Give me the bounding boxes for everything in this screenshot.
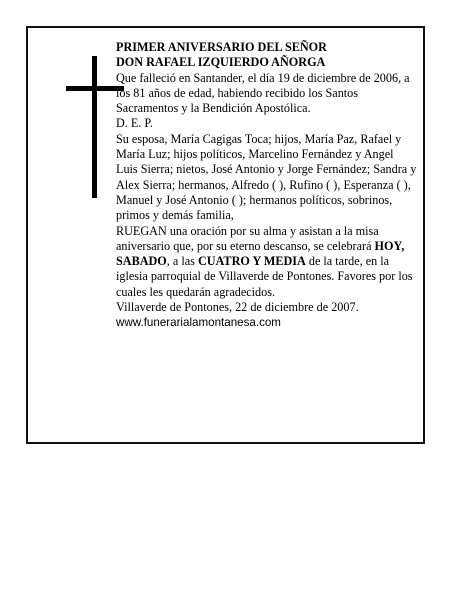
request-text-1: una oración por su alma y asistan a la misa aniversario que, por su eterno descanso, se celebrará <box>116 223 379 253</box>
ruegan-text: RUEGAN <box>116 223 167 238</box>
family-list: Su esposa, María Cagigas Toca; hijos, María Paz, Rafael y María Luz; hijos políticos, Marcelino Fernández y Angel Luis Sierra; nietos, José Antonio y Jorge Fernández; Sandra y Alex Sierra; hermanos, Alfredo ( ), Rufino ( ), Esperanza ( ), Manuel y José Antonio ( ); hermanos políticos, sobrinos, primos y demás familia, <box>116 131 417 223</box>
heading-line-2: DON RAFAEL IZQUIERDO AÑORGA <box>116 55 326 70</box>
website-link[interactable]: www.funerarialamontanesa.com <box>116 316 281 330</box>
request-text-2: , a las <box>166 254 198 269</box>
heading-line-1: PRIMER ANIVERSARIO DEL SEÑOR <box>116 40 327 54</box>
request-paragraph <box>116 224 418 300</box>
cross-vertical-bar <box>92 56 97 198</box>
request-when: HOY, SABADO <box>116 238 405 269</box>
obituary-notice <box>26 26 425 444</box>
notice-content <box>116 40 418 331</box>
dep-line: D. E. P. <box>116 116 153 131</box>
request-text-3: de la tarde, en la iglesia parroquial de Villaverde de Pontones. Favores por los cuales les quedarán agradecidos. <box>116 254 413 299</box>
place-date: Villaverde de Pontones, 22 de diciembre de 2007. <box>116 300 359 315</box>
death-info: Que falleció en Santander, el día 19 de diciembre de 2006, a los 81 años de edad, habiendo recibido los Santos Sacramentos y la Bendición Apostólica. <box>116 70 410 116</box>
request-time: CUATRO Y MEDIA <box>197 254 306 269</box>
